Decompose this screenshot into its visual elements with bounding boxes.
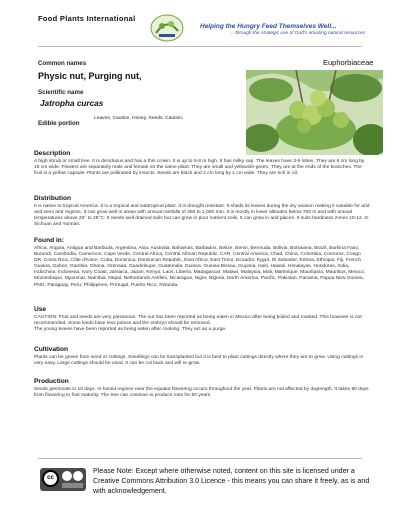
description-body: A high shrub or small tree. It is deciduous and has a thin crown. It is up to 5-8 m high. It has milky sap. The leaves have 3-5 lobes. They are 6 cm long by 15 cm wide. Flowers are separately male and female on the same plant. They are small and yellowish-green. They are at the ends of the branches. The fruit is a yellow capsule. Plants are pollinated by insects. Seeds are black and 2 cm long by 1 cm wide. They are rich in oil. bbox=[34, 159, 365, 177]
distribution-body: It is native to tropical America. It is a tropical and subtropical plant. It is drought resistant. It sheds its leaves during the dry season making it suitable for arid and semi arid regions. It can grow well in areas with annual rainfalls of 300 to 1,000 mm. It is mostly in lower altitudes below 700 m and with annual temperatures above 20° to 28°C. It needs well drained soils but can grow in poor nutrient soils. It can grow in arid places. It suits hardiness zones 10-12. In Sichuan and Yunnan. bbox=[34, 204, 370, 228]
family-name: Euphorbiaceae bbox=[323, 58, 374, 67]
scientific-name-value: Jatropha curcas bbox=[40, 99, 104, 108]
page-header bbox=[0, 0, 400, 48]
edible-portion-label: Edible portion bbox=[38, 120, 80, 127]
tagline-sub: ... through the strategic use of God's amazing natural resources bbox=[230, 31, 366, 36]
production-body: Seeds germinate in 10 days. In humid regions near the equator flowering occurs throughout the year. Plants are not affected by daylength. It takes 90 days from flowering to fruit maturity. The tree can continue to produce nuts for 50 years. bbox=[34, 387, 369, 399]
creative-commons-badge[interactable] bbox=[40, 468, 86, 491]
cultivation-body: Plants can be grown from seed or cuttings. Seedlings can be transplanted but it is best to plant cuttings directly where they are to grow. Using cuttings is very easy. Large cuttings should be used. It can be cut back and will re-grow. bbox=[34, 355, 363, 367]
fpi-logo bbox=[150, 13, 184, 43]
attribution-icon bbox=[62, 471, 72, 481]
cultivation-title: Cultivation bbox=[34, 346, 69, 353]
section-cultivation bbox=[34, 346, 370, 367]
share-alike-icon bbox=[62, 483, 83, 488]
brand-title: Food Plants International bbox=[38, 14, 136, 23]
plant-photo bbox=[246, 70, 383, 155]
section-use bbox=[34, 306, 370, 333]
edible-portion-value: Leaves, Caution, Honey, Seeds, Caution, bbox=[94, 116, 184, 121]
distribution-title: Distribution bbox=[34, 195, 71, 202]
section-found-in bbox=[34, 237, 370, 289]
use-title: Use bbox=[34, 306, 47, 313]
section-distribution bbox=[34, 195, 370, 228]
footer-divider bbox=[38, 458, 362, 459]
found-in-title: Found in: bbox=[34, 237, 65, 244]
common-names-label: Common names bbox=[38, 60, 87, 67]
cc-icon: cc bbox=[42, 470, 59, 487]
description-title: Description bbox=[34, 150, 71, 157]
tagline-main: Helping the Hungry Feed Themselves Well... bbox=[200, 23, 337, 30]
header-divider bbox=[38, 46, 362, 47]
use-body-1: CAUTION: Fruit and seeds are very poisonous. The nut has been reported as being eaten in Mexico after being boiled and roasted. This however is not recommended. Some kinds have less poison and the embryo should be removed. bbox=[34, 315, 362, 327]
common-names-value: Physic nut, Purging nut, bbox=[38, 71, 142, 81]
license-note: Please Note: Except where otherwise noted, content on this site is licensed under a Creative Commons Attribution 3.0 Licence - this means you can share it freely, as is and with acknowledgement. bbox=[93, 467, 370, 495]
section-production bbox=[34, 378, 370, 399]
production-title: Production bbox=[34, 378, 69, 385]
use-body-2: The young leaves have been reported as being eaten after cooking. They act as a purge. bbox=[34, 327, 227, 333]
noncommercial-icon bbox=[73, 471, 83, 481]
section-description bbox=[34, 150, 370, 177]
scientific-name-label: Scientific name bbox=[38, 89, 84, 96]
found-in-body: Africa, Angola, Antigua and Barbuda, Argentina, Asia, Australia, Bahamas, Barbados, Belize, Benin, Bermuda, Bolivia, Botswana, Brazil, Burkina Faso, Burundi, Cambodia, Cameroon, Cape Verde, Central Africa, Central African Republic, CAR, Central America, Chad, China, Colombia, Comoros, Congo DR, Costa Rica, Côte d'Ivoire, Cuba, Dominica, Dominican Republic, East Africa, East Timor, Ecuador, Egypt, El Salvador, Eritrea, Ethiopia, Fiji, French Guiana, Gabon, Gambia, Ghana, Grenada, Guadeloupe, Guatemala, Guinea, Guinea-Bissau, Guyana, Haiti, Hawaii, Himalayas, Honduras, India, Indochina, Indonesia, Ivory Coast, Jamaica, Japan, Kenya, Laos, Liberia, Madagascar, Malawi, Malaysia, Mali, Martinique, Mauritania, Mauritius, Mexico, Mozambique, Myanmar, Namibia, Nepal, Netherlands Antilles, Nicaragua, Niger, Nigeria, North America, Pacific, Pakistan, Panama, Papua New Guinea, PNG, Paraguay, Peru, Philippines, Portugal, Puerto Rico, Rwanda. bbox=[34, 246, 366, 288]
